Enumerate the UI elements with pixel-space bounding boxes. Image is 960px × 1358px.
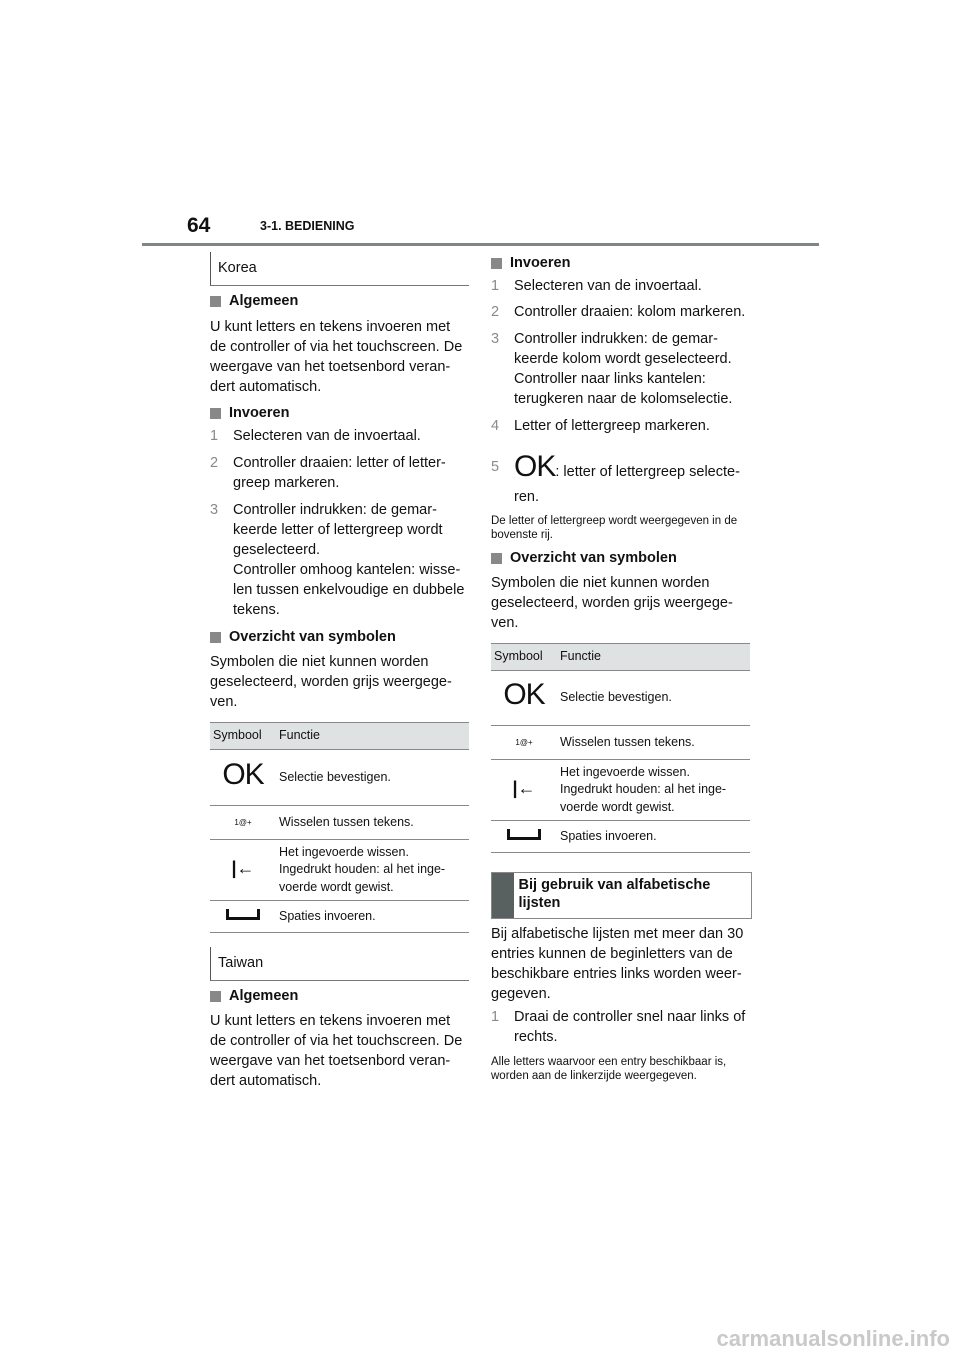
function-cell: Selectie bevestigen. [276, 750, 469, 806]
backspace-icon: |← [512, 778, 536, 799]
function-cell: Selectie bevestigen. [557, 671, 750, 726]
step-item [491, 1007, 750, 1047]
function-cell [557, 760, 750, 821]
table-row [210, 901, 469, 933]
note: De letter of lettergreep wordt weergegeven in de bovenste rij. [491, 515, 738, 541]
table-row [491, 726, 750, 760]
function-cell: Spaties invoeren. [276, 901, 469, 933]
watermark: carmanualsonline.info [716, 1326, 950, 1351]
section-heading: Overzicht van symbolen [210, 627, 488, 647]
step-number: 2 [210, 455, 219, 471]
step-text: Controller indrukken: de gemar-keerde kolom wordt geselecteerd. [514, 331, 732, 367]
chapter-title: 3-1. BEDIENING [260, 219, 355, 233]
info-box [491, 872, 752, 919]
switch-characters-icon: 1@+ [515, 738, 533, 748]
ok-icon: OK [514, 450, 556, 483]
step-number: 1 [210, 428, 219, 444]
table-row [210, 806, 469, 840]
space-icon [226, 909, 260, 920]
space-icon [507, 829, 541, 840]
step-number: 1 [491, 278, 500, 294]
column-header: Symbool [210, 723, 276, 750]
step-item [491, 276, 773, 296]
paragraph: U kunt letters en tekens invoeren met de controller of via het touchscreen. De weergave van het toetsenbord veran-dert automatisch. [210, 319, 463, 395]
step-text: Letter of lettergreep markeren. [514, 418, 710, 434]
step-number: 4 [491, 418, 500, 434]
step-text: ren. [514, 489, 539, 505]
function-text: Ingedrukt houden: al het inge-voerde wordt gewist. [560, 782, 727, 814]
table-row [210, 750, 469, 806]
step-item [491, 416, 773, 436]
step-item [491, 452, 750, 507]
step-number: 2 [491, 304, 500, 320]
function-cell: Spaties invoeren. [557, 821, 750, 853]
note: Alle letters waarvoor een entry beschikbaar is, worden aan de linkerzijde weergegeven. [491, 1056, 727, 1082]
step-text: Controller naar links kantelen: terugkeren naar de kolomselectie. [514, 371, 733, 407]
step-text: Controller draaien: kolom markeren. [514, 304, 746, 320]
step-item [491, 329, 750, 409]
table-row [491, 760, 750, 821]
section-heading: Algemeen [210, 986, 488, 1006]
column-header: Functie [557, 644, 750, 671]
paragraph: U kunt letters en tekens invoeren met de controller of via het touchscreen. De weergave van het toetsenbord veran-dert automatisch. [210, 1013, 463, 1089]
step-text: : letter of lettergreep selecte- [555, 464, 740, 480]
step-item [210, 453, 469, 493]
symbol-table [210, 722, 469, 933]
symbol-table [491, 643, 750, 853]
step-text: Controller indrukken: de gemar-keerde letter of lettergreep wordt geselecteerd. [233, 502, 443, 558]
step-number: 3 [210, 502, 219, 518]
region-label-taiwan: Taiwan [210, 947, 469, 981]
backspace-icon: |← [231, 858, 255, 879]
column-header: Functie [276, 723, 469, 750]
column-header: Symbool [491, 644, 557, 671]
page-number: 64 [187, 214, 211, 237]
step-item [491, 302, 750, 322]
step-text: Draai de controller snel naar links of rechts. [514, 1009, 746, 1045]
table-row [210, 840, 469, 901]
table-row [491, 671, 750, 726]
step-text: Controller draaien: letter of letter-greep markeren. [233, 455, 446, 491]
function-text: Het ingevoerde wissen. [560, 764, 690, 779]
section-heading: Invoeren [210, 403, 488, 423]
ok-icon: OK [222, 757, 264, 791]
paragraph: Symbolen die niet kunnen worden geselecteerd, worden grijs weergege-ven. [210, 654, 452, 710]
step-number: 3 [491, 331, 500, 347]
step-text: Selecteren van de invoertaal. [233, 428, 421, 444]
paragraph: Bij alfabetische lijsten met meer dan 30 entries kunnen de beginletters van de beschikbare entries links worden weer-gegeven. [491, 926, 744, 1002]
switch-characters-icon: 1@+ [234, 818, 252, 828]
region-label-korea: Korea [210, 252, 469, 286]
function-text: Ingedrukt houden: al het inge-voerde wordt gewist. [279, 862, 446, 894]
step-number: 5 [491, 459, 500, 475]
step-item [210, 426, 492, 446]
info-box-title: Bij gebruik van alfabetische lijsten [518, 877, 711, 911]
function-cell: Wisselen tussen tekens. [557, 726, 750, 760]
info-box-bar [492, 873, 514, 918]
header-rule [142, 243, 819, 246]
step-item [210, 500, 469, 620]
step-text: Controller omhoog kantelen: wisse-len tussen enkelvoudige en dubbele tekens. [233, 562, 465, 618]
function-cell [276, 840, 469, 901]
section-heading: Algemeen [210, 291, 488, 311]
step-number: 1 [491, 1009, 500, 1025]
section-heading: Invoeren [491, 253, 769, 273]
section-heading: Overzicht van symbolen [491, 548, 769, 568]
table-row [491, 821, 750, 853]
function-text: Het ingevoerde wissen. [279, 844, 409, 859]
step-text: Selecteren van de invoertaal. [514, 278, 702, 294]
function-cell: Wisselen tussen tekens. [276, 806, 469, 840]
paragraph: Symbolen die niet kunnen worden geselecteerd, worden grijs weergege-ven. [491, 575, 733, 631]
ok-icon: OK [503, 678, 545, 712]
